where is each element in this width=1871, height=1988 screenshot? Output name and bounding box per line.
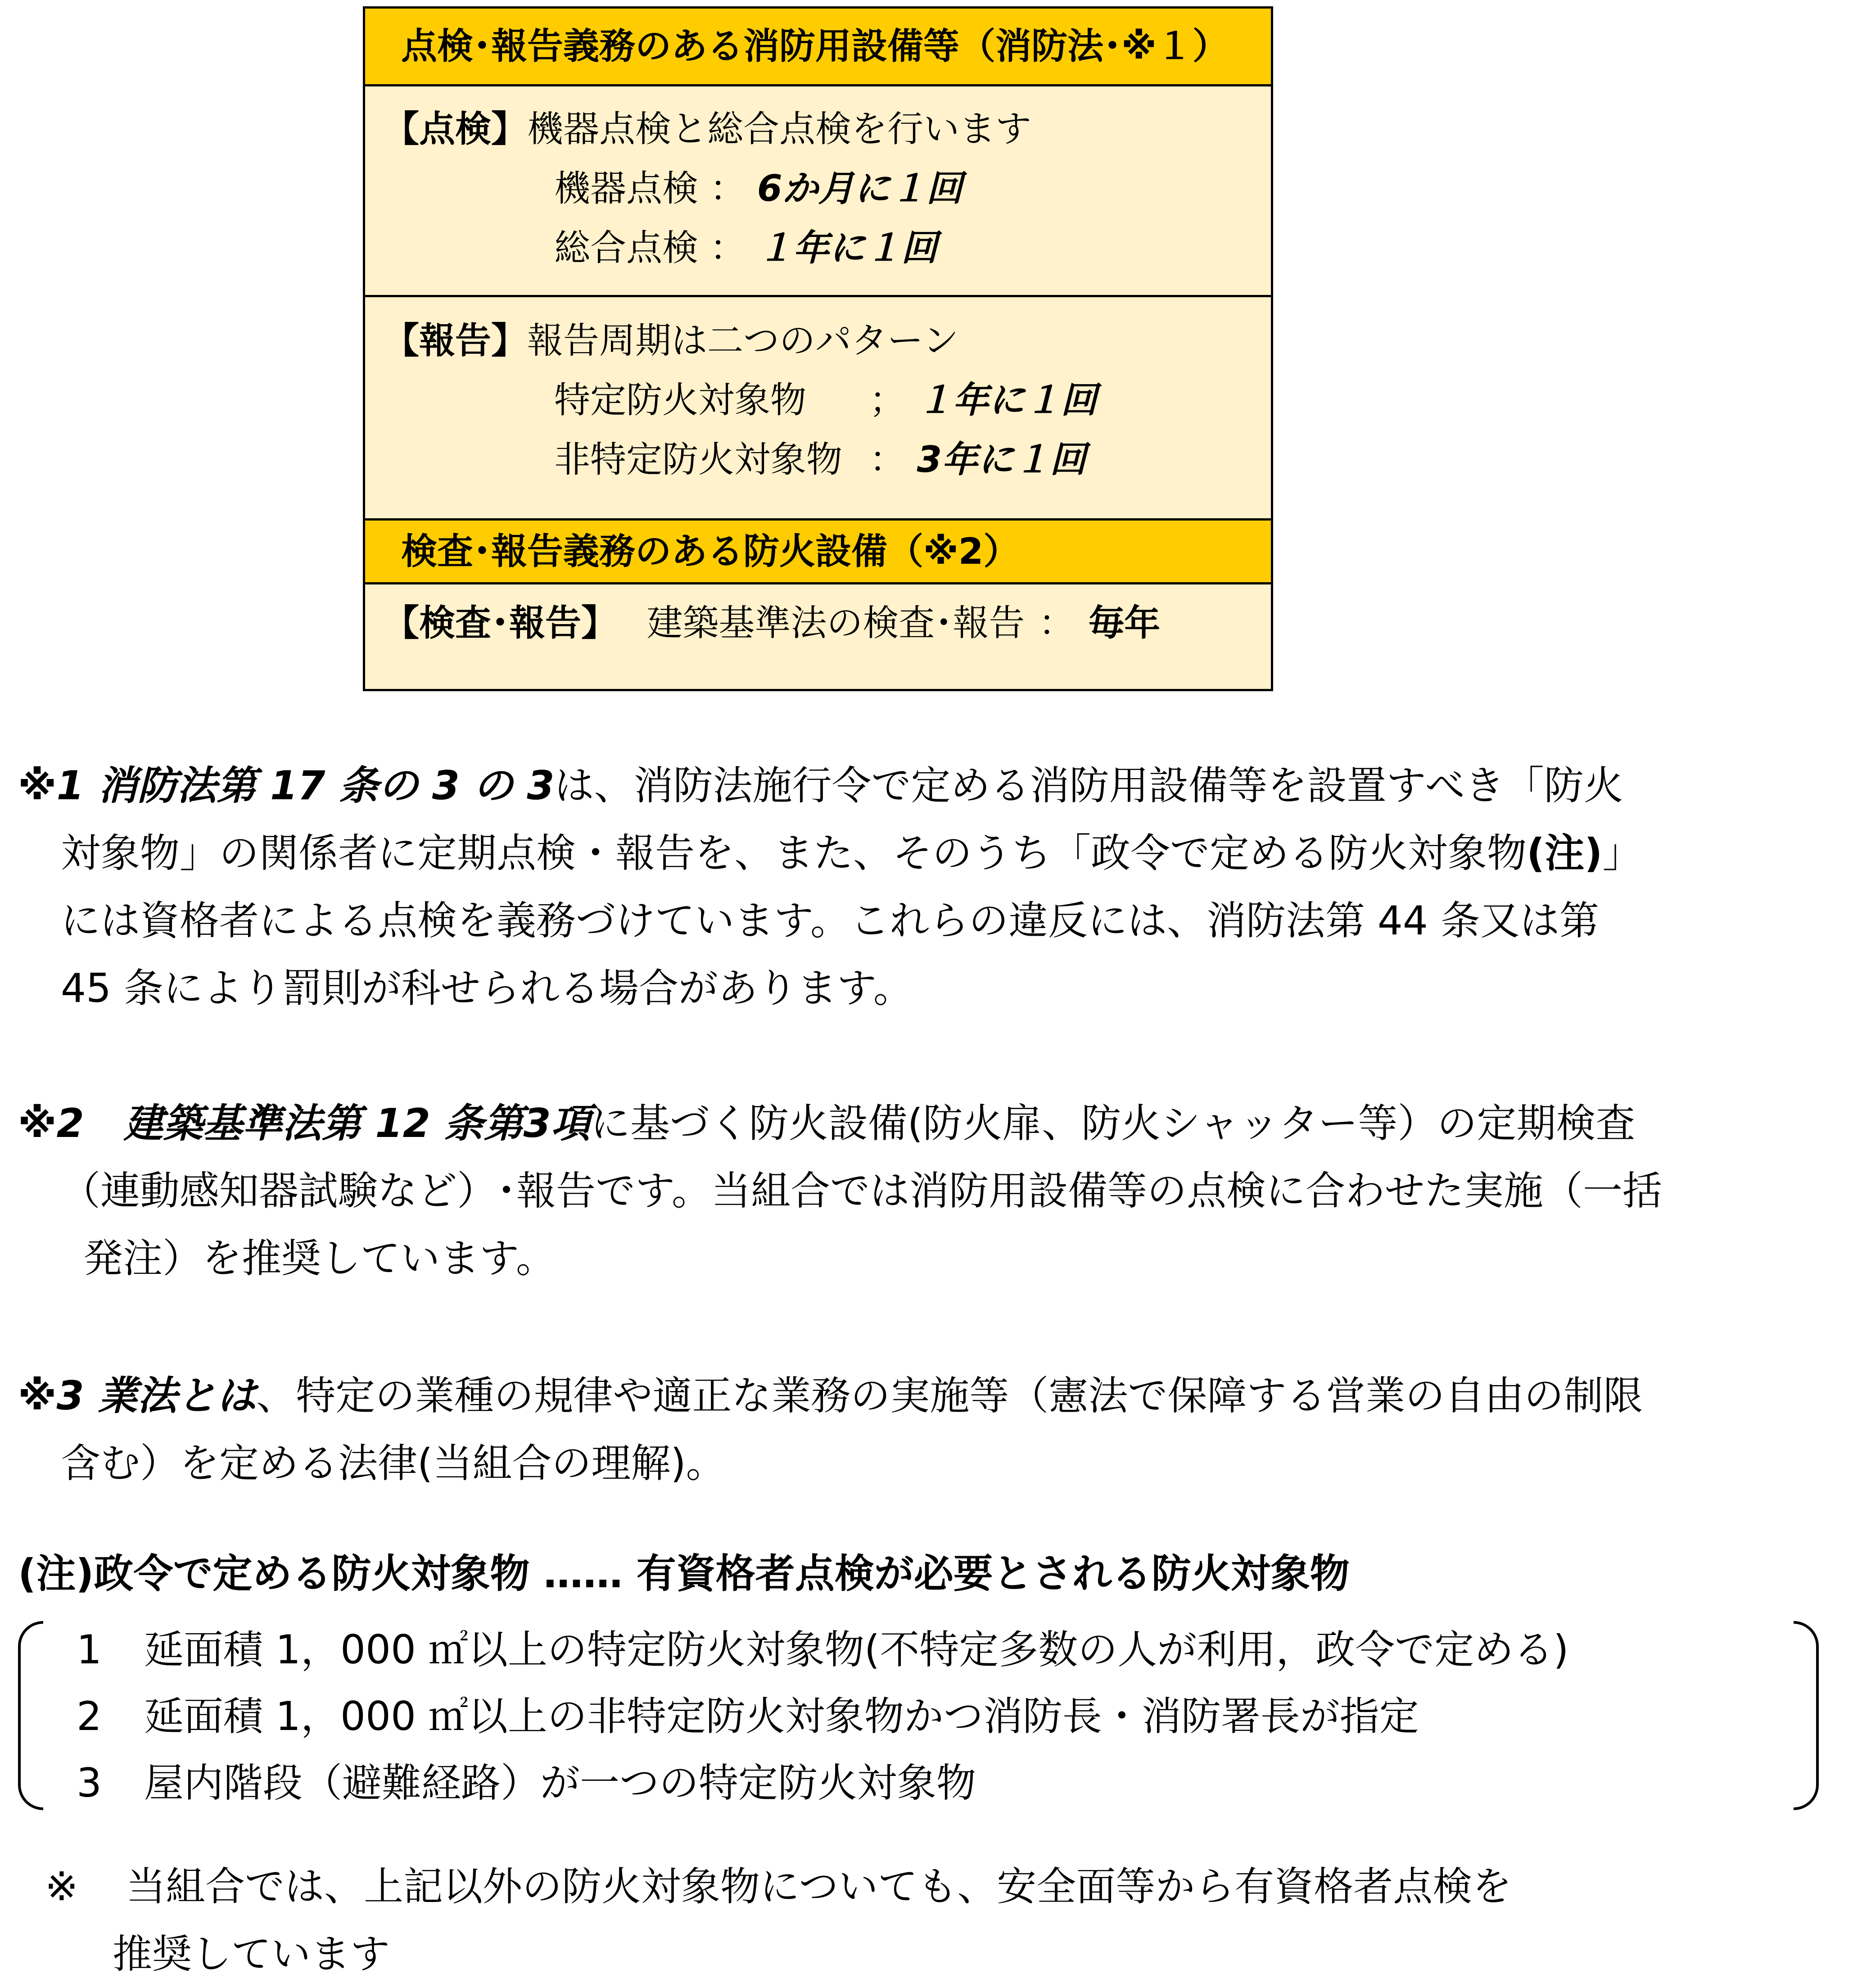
note-3 <box>18 1362 1855 1497</box>
note-1-text: は、消防法施行令で定める消防用設備等を設置すべき「防火 <box>554 762 1623 809</box>
kaisetsu-heading: (注)政令で定める防火対象物 …… 有資格者点検が必要とされる防火対象物 <box>18 1550 1350 1597</box>
final-note-text: 当組合では、上記以外の防火対象物についても、安全面等から有資格者点検を <box>126 1863 1512 1910</box>
note-3-text: 、特定の業種の規律や適正な業務の実施等（憲法で保障する営業の自由の制限 <box>256 1372 1643 1419</box>
right-bracket <box>1794 1621 1819 1810</box>
note-1-text: 」 <box>1602 830 1642 876</box>
note-1-ref: (注) <box>1527 830 1603 876</box>
final-note <box>45 1853 1846 1988</box>
list-item <box>77 1760 976 1806</box>
section2-title: 検査･報告義務のある防火設備（※2） <box>401 530 1020 572</box>
list-item <box>77 1626 1569 1673</box>
note-1-text: 対象物」の関係者に定期点検・報告を、また、そのうち「政令で定める防火対象物 <box>61 830 1527 876</box>
note-3-title: ※3 業法とは <box>18 1372 257 1419</box>
item-value: １年に１回 <box>757 227 937 269</box>
report-item <box>554 439 1086 480</box>
left-bracket <box>18 1621 43 1810</box>
item-sep: ： <box>710 168 746 209</box>
check-report-desc: 建築基準法の検査･報告 <box>646 602 1025 644</box>
divider <box>365 295 1271 297</box>
final-note-mark: ※ <box>45 1863 78 1910</box>
inspection-row <box>383 108 1031 150</box>
summary-table <box>363 6 1273 691</box>
final-note-text: 推奨しています <box>113 1931 390 1977</box>
note-1-title: ※1 消防法第 17 条の 3 の 3 <box>18 762 555 809</box>
item-name: 総合点検 <box>554 227 698 269</box>
item-sep: ； <box>869 379 905 421</box>
section1-header <box>365 9 1271 84</box>
item-value: １年に１回 <box>917 379 1097 421</box>
item-sep: ： <box>869 439 905 480</box>
note-2 <box>18 1090 1855 1292</box>
item-name: 特定防火対象物 <box>554 379 806 421</box>
report-row <box>383 320 959 362</box>
section1-title: 点検･報告義務のある消防用設備等（消防法･※１） <box>401 25 1229 67</box>
note-1-line <box>18 820 1855 887</box>
note-2-text: 発注）を推奨しています。 <box>83 1235 556 1282</box>
kaisetsu-list <box>18 1621 1819 1810</box>
note-2-text: （連動感知器試験など）･報告です。当組合では消防用設備等の点検に合わせた実施（一括 <box>61 1168 1662 1214</box>
note-1-text: には資格者による点検を義務づけています。これらの違反には、消防法第 44 条又は第 <box>61 897 1599 944</box>
list-item-text: 延面積 1，000 ㎡以上の特定防火対象物(不特定多数の人が利用，政令で定める) <box>144 1626 1569 1673</box>
list-item-number: 1 <box>77 1626 102 1673</box>
note-2-title: ※2 建築基準法第 12 条第3項 <box>18 1100 591 1146</box>
list-item-number: 3 <box>77 1760 102 1806</box>
list-item-number: 2 <box>77 1693 102 1739</box>
note-2-text: に基づく防火設備(防火扉、防火シャッター等）の定期検査 <box>590 1100 1636 1146</box>
list-item <box>77 1693 1419 1739</box>
section2-header <box>365 521 1271 582</box>
divider <box>365 582 1271 584</box>
report-label: 【報告】 <box>383 320 527 362</box>
list-item-text: 延面積 1，000 ㎡以上の非特定防火対象物かつ消防長・消防署長が指定 <box>144 1693 1419 1739</box>
divider <box>365 84 1271 86</box>
item-name: 非特定防火対象物 <box>554 439 842 480</box>
check-report-row <box>383 602 1161 644</box>
note-1 <box>18 752 1855 1022</box>
note-1-text: 45 条により罰則が科せられる場合があります。 <box>61 965 913 1011</box>
check-report-sep: ： <box>1038 602 1075 644</box>
item-value: 3年に１回 <box>917 439 1086 480</box>
check-report-value: 毎年 <box>1088 602 1161 644</box>
item-sep: ： <box>710 227 746 269</box>
list-item-text: 屋内階段（避難経路）が一つの特定防火対象物 <box>144 1760 976 1806</box>
inspection-desc: 機器点検と総合点検を行います <box>527 108 1031 150</box>
inspection-item <box>554 227 937 269</box>
report-item <box>554 379 1097 421</box>
check-report-label: 【検査･報告】 <box>383 602 617 644</box>
note-3-text: 含む）を定める法律(当組合の理解)。 <box>61 1440 726 1486</box>
report-desc: 報告周期は二つのパターン <box>527 320 959 362</box>
item-name: 機器点検 <box>554 168 698 209</box>
inspection-label: 【点検】 <box>383 108 527 150</box>
inspection-item <box>554 168 963 209</box>
item-value: 6か月に１回 <box>757 168 963 209</box>
